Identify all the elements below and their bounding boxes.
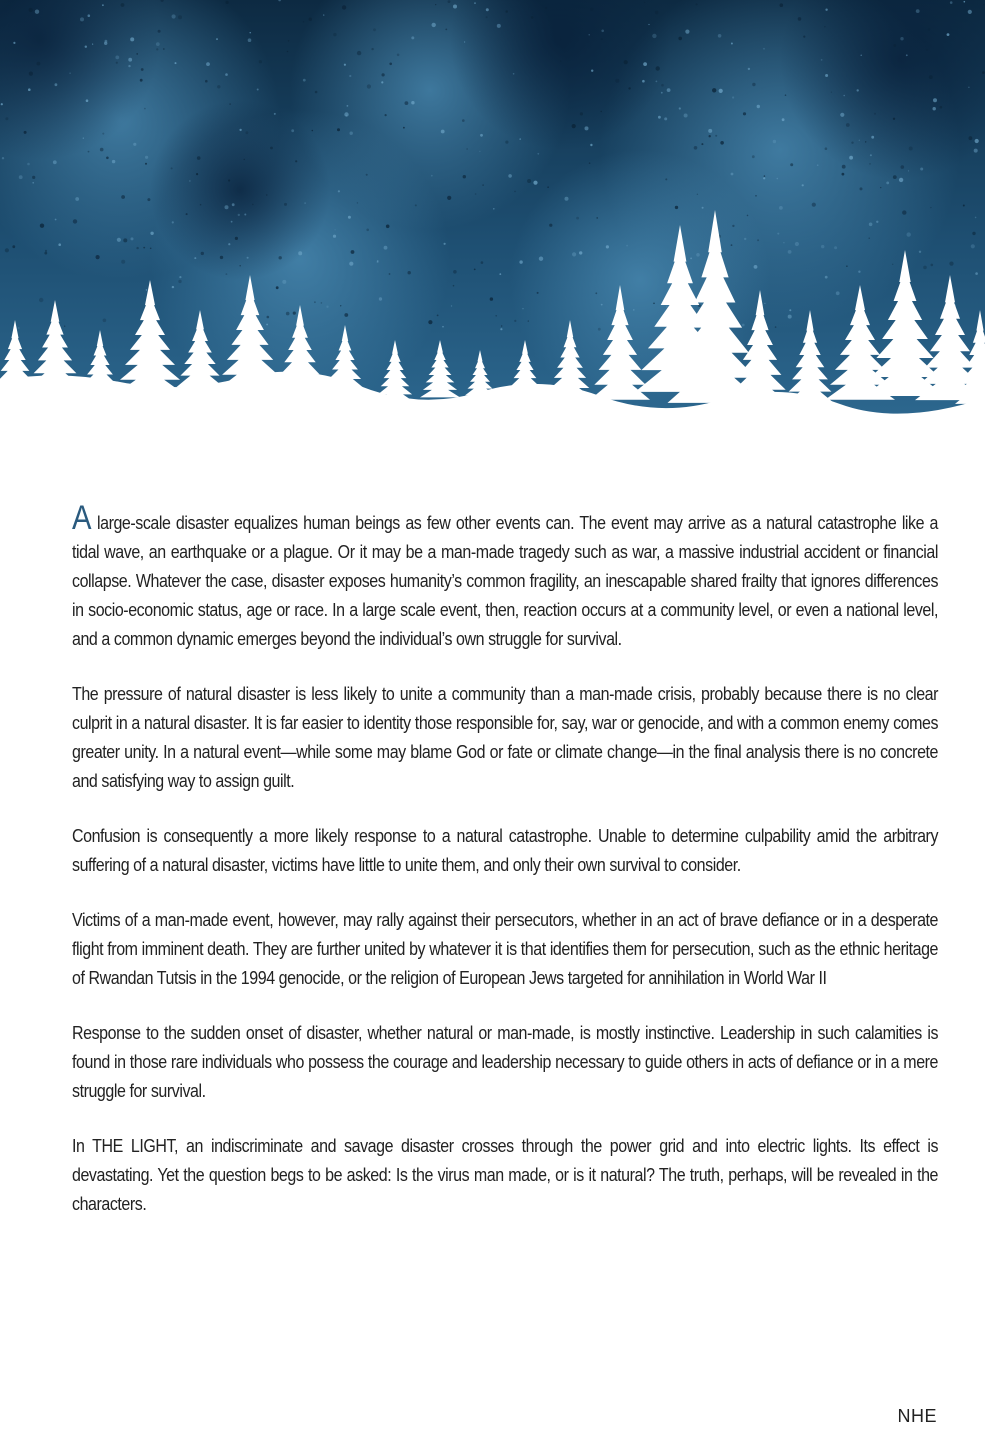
author-signature: NHE (897, 1406, 937, 1426)
drop-cap: A (72, 499, 92, 537)
paragraph-1 (72, 499, 939, 653)
paragraph-1-text: large-scale disaster equalizes human beings as few other events can. The event may arrive as a natural catastrophe like a tidal wave, an earthquake or a plague. Or it may be a man-made tragedy such as war, a massive industrial accident or financial collapse. Whatever the case, disaster exposes humanity’s common fragility, an inescapable shared frailty that ignores differences in socio-economic status, age or race. In a large scale event, then, reaction occurs at a community level, or even a national level, and a common dynamic emerges beyond the individual’s own struggle for survival. (72, 512, 939, 649)
snowy-pine-forest-icon (0, 0, 985, 440)
paragraph-4: Victims of a man-made event, however, may rally against their persecutors, whether in an act of brave defiance or in a desperate flight from imminent death. They are further united by whatever it is that identifies them for persecution, such as the ethnic heritage of Rwandan Tutsis in the 1994 genocide, or the religion of European Jews targeted for annihilation in World War II (72, 909, 939, 988)
forest-banner (0, 0, 985, 440)
paragraph-6: In THE LIGHT, an indiscriminate and savage disaster crosses through the power grid and into electric lights. Its effect is devastating. Yet the question begs to be asked: Is the virus man made, or is it natural? The truth, perhaps, will be revealed in the characters. (72, 1135, 939, 1214)
paragraph-2: The pressure of natural disaster is less likely to unite a community than a man-made crisis, probably because there is no clear culprit in a natural disaster. It is far easier to identity those responsible for, say, war or genocide, and with a common enemy comes greater unity. In a natural event—while some may blame God or fate or climate change—in the final analysis there is no concrete and satisfying way to assign guilt. (72, 683, 939, 791)
paragraph-3: Confusion is consequently a more likely response to a natural catastrophe. Unable to determine culpability amid the arbitrary suffering of a natural disaster, victims have little to unite them, and only their own survival to consider. (72, 825, 939, 875)
paragraph-5: Response to the sudden onset of disaster, whether natural or man-made, is mostly instinctive. Leadership in such calamities is found in those rare individuals who possess the courage and leadership necessary to guide others in acts of defiance or in a mere struggle for survival. (72, 1022, 939, 1101)
essay (72, 499, 939, 1244)
